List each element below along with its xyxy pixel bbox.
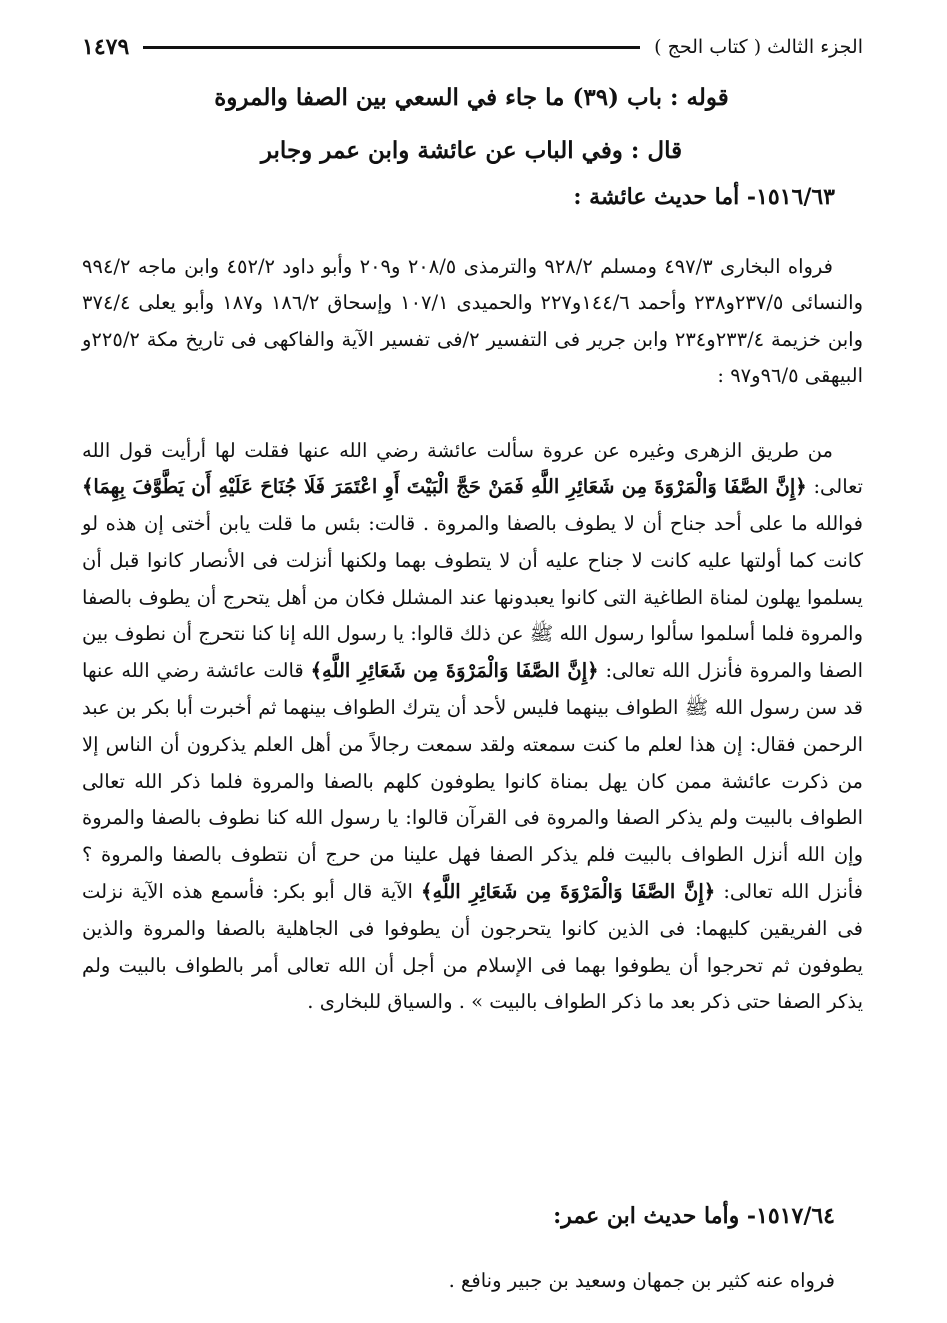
hadith-heading-ibn-umar: ١٥١٧/٦٤- وأما حديث ابن عمر: <box>553 1203 835 1229</box>
quran-verse: ﴿إِنَّ الصَّفَا وَالْمَرْوَةَ مِن شَعَائِرِ اللَّهِ﴾ <box>421 880 716 904</box>
quran-verse: ﴿إِنَّ الصَّفَا وَالْمَرْوَةَ مِن شَعَائِرِ اللَّهِ﴾ <box>310 659 599 683</box>
ibn-umar-narrators: فرواه عنه كثير بن جمهان وسعيد بن جبير ونافع . <box>448 1268 835 1292</box>
running-header <box>82 30 863 64</box>
running-title: الجزء الثالث ( كتاب الحج ) <box>654 36 863 58</box>
narration-text: الآية قال أبو بكر: فأسمع هذه الآية نزلت فى الفريقين كليهما: فى الذين كانوا يتحرجون أن يطوفوا فى الجاهلية بالصفا والمروة والذين يطوفون ثم تحرجوا أن يطوفوا بهما فى الإسلام من أجل أن الله تعالى أمر بالطواف بالبيت ولم يذكر الصفا حتى ذكر بعد ما ذكر الطواف بالبيت » . والسياق للبخارى . <box>82 880 863 1014</box>
narration-text: من طريق الزهرى وغيره عن عروة سألت عائشة رضي الله عنها فقلت لها أرأيت قول الله تعالى: <box>82 438 863 499</box>
header-rule <box>143 46 640 49</box>
page-number: ١٤٧٩ <box>82 34 130 60</box>
narration-text: قالت عائشة رضي الله عنها قد سن رسول الله ﷺ الطواف بينهما فليس لأحد أن يترك الطواف بينهما ثم أخبرت أبا بكر بن عبد الرحمن فقال: إن هذا لعلم ما كنت سمعته ولقد سمعت رجالاً من أهل العلم يذكرون أن الناس إلا من ذكرت عائشة ممن كان يهل بمناة كانوا يطوفون كلهم بالصفا والمروة فلما ذكر الله تعالى الطواف بالبيت ولم يذكر الصفا والمروة فى القرآن قالوا: يا رسول الله كنا نطوف بالصفا والمروة وإن الله أنزل الطواف بالبيت فلم يذكر الصفا فهل علينا من حرج أن نتطوف بالصفا والمروة ؟ فأنزل الله تعالى: <box>82 659 864 904</box>
chapter-subheading: قال : وفي الباب عن عائشة وابن عمر وجابر <box>260 137 683 164</box>
takhrij-references: فرواه البخارى ٤٩٧/٣ ومسلم ٩٢٨/٢ والترمذى ٢٠٨/٥ و٢٠٩ وأبو داود ٤٥٢/٢ وابن ماجه ٩٩٤/٢ والنسائى ٢٣٧/٥و٢٣٨ وأحمد ١٤٤/٦و٢٢٧ والحميدى ١٠٧/١ وإسحاق ١٨٦/٢ و١٨٧ وأبو يعلى ٣٧٤/٤ وابن خزيمة ٢٣٣/٤و٢٣٤ وابن جرير فى التفسير ٢/فى تفسير الآية والفاكهى فى تاريخ مكة ٢٢٥/٢و البيهقى ٩٦/٥و٩٧ : <box>82 254 863 387</box>
quran-verse: ﴿إِنَّ الصَّفَا وَالْمَرْوَةَ مِن شَعَائِرِ اللَّهِ فَمَنْ حَجَّ الْبَيْتَ أَوِ اعْتَمَرَ فَلَا جُنَاحَ عَلَيْهِ أَن يَطَّوَّفَ بِهِمَا﴾ <box>82 475 807 499</box>
hadith-heading-aisha: ١٥١٦/٦٣- أما حديث عائشة : <box>573 184 835 210</box>
hadith-narration <box>82 433 863 1022</box>
narration-text: فوالله ما على أحد جناح أن لا يطوف بالصفا والمروة . قالت: بئس ما قلت يابن أختى إن هذه لو كانت كما أولتها عليه كانت لا جناح عليه أن لا يتطوف بهما ولكنها أنزلت فى الأنصار كانوا قبل أن يسلموا يهلون لمناة الطاغية التى كانوا يعبدونها عند المشلل فكان من أهل يتحرج أن يطوف بالصفا والمروة فلما أسلموا سألوا رسول الله ﷺ عن ذلك قالوا: يا رسول الله إنا كنا نتحرج أن نطوف بين الصفا والمروة فأنزل الله تعالى: <box>82 512 864 683</box>
chapter-heading: قوله : باب (٣٩) ما جاء في السعي بين الصفا والمروة <box>214 84 729 111</box>
